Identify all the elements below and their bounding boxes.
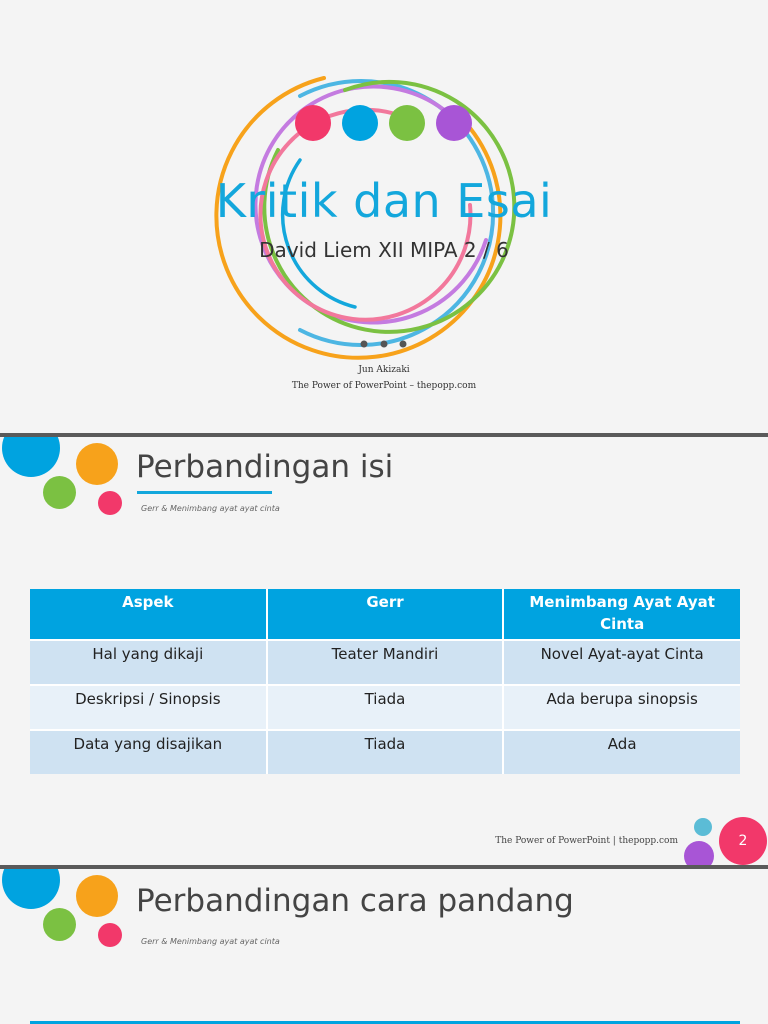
- credit-author: Jun Akizaki: [358, 365, 410, 375]
- green-dot: [389, 105, 425, 141]
- blue-dot: [342, 105, 378, 141]
- table-cell: Tiada: [267, 685, 504, 730]
- table-header-row: [30, 589, 740, 640]
- table-cell: Novel Ayat-ayat Cinta: [503, 640, 740, 685]
- table-cell: Tiada: [267, 730, 504, 774]
- table-cell: Deskripsi / Sinopsis: [30, 685, 267, 730]
- viewpoint-comparison-slide: [0, 869, 768, 1024]
- credit-source: The Power of PowerPoint – thepopp.com: [291, 381, 477, 391]
- presentation-subtitle: David Liem XII MIPA 2 / 6: [259, 238, 509, 262]
- slide-title: Perbandingan isi: [136, 449, 394, 485]
- title-underline: [137, 491, 272, 494]
- teal-dot-decoration: [694, 818, 712, 836]
- purple-dot: [436, 105, 472, 141]
- presentation-title: Kritik dan Esai: [215, 174, 553, 228]
- table-cell: Hal yang dikaji: [30, 640, 267, 685]
- footer-credit: The Power of PowerPoint | thepopp.com: [495, 836, 678, 846]
- title-slide: [0, 0, 768, 433]
- green-circle-decoration: [43, 908, 76, 941]
- column-header: Menimbang Ayat Ayat Cinta: [503, 589, 740, 640]
- table-cell: Teater Mandiri: [267, 640, 504, 685]
- table-row: [30, 730, 740, 774]
- slide-subtitle: Gerr & Menimbang ayat ayat cinta: [141, 504, 280, 513]
- orange-circle-decoration: [76, 443, 118, 485]
- slide-title: Perbandingan cara pandang: [136, 883, 574, 919]
- orange-circle-decoration: [76, 875, 118, 917]
- comparison-slide: [0, 437, 768, 865]
- table-cell: Ada berupa sinopsis: [503, 685, 740, 730]
- green-circle-decoration: [43, 476, 76, 509]
- ellipsis-dot-3: [400, 341, 407, 348]
- column-header: Gerr: [267, 589, 504, 640]
- blue-circle-decoration: [2, 869, 60, 909]
- table-cell: Data yang disajikan: [30, 730, 267, 774]
- pink-dot: [295, 105, 331, 141]
- table-row: [30, 685, 740, 730]
- blue-circle-decoration: [2, 437, 60, 477]
- column-header: Aspek: [30, 589, 267, 640]
- purple-dot-decoration: [684, 841, 714, 865]
- page-number-badge: 2: [719, 817, 767, 865]
- ellipsis-dot-1: [361, 341, 368, 348]
- table-row: [30, 640, 740, 685]
- pink-circle-decoration: [98, 491, 122, 515]
- table-cell: Ada: [503, 730, 740, 774]
- pink-circle-decoration: [98, 923, 122, 947]
- ellipsis-dot-2: [381, 341, 388, 348]
- comparison-table: [30, 589, 740, 774]
- slide-subtitle: Gerr & Menimbang ayat ayat cinta: [141, 937, 280, 946]
